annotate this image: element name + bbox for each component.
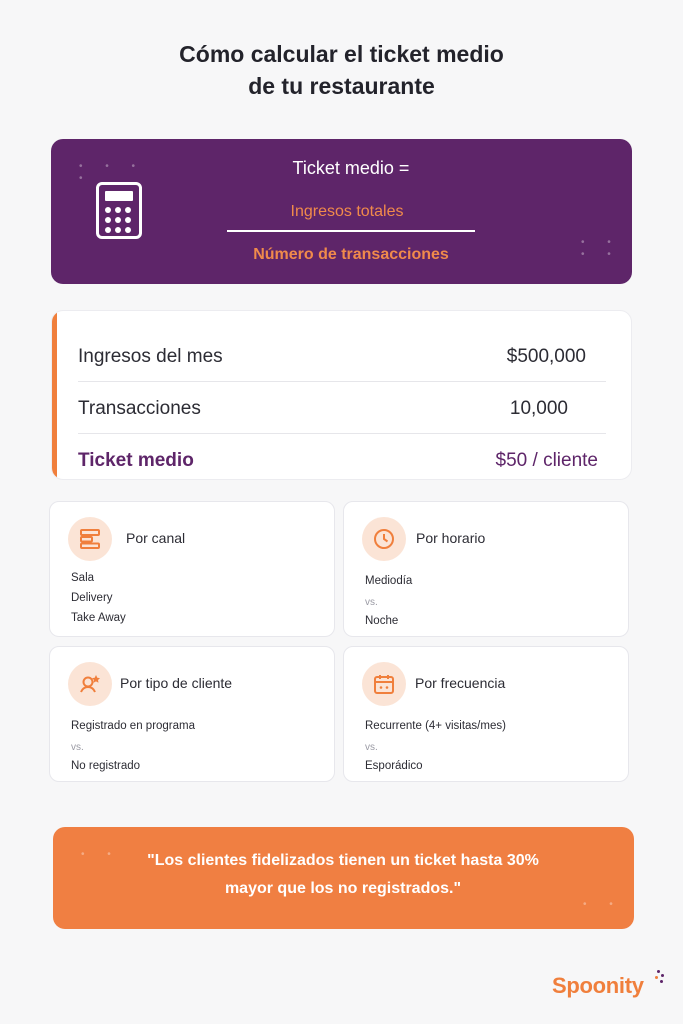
segment-item: Registrado en programa [71, 720, 196, 732]
decorative-dots: • • [81, 849, 121, 860]
segment-card-canal [49, 501, 335, 637]
segment-item: Recurrente (4+ visitas/mes) [365, 720, 506, 732]
fraction-line [227, 230, 475, 232]
example-table [51, 310, 632, 480]
decorative-dots: • • [583, 899, 623, 910]
row-label: Ticket medio [78, 450, 194, 471]
table-row [78, 383, 606, 434]
segment-card-cliente [49, 646, 335, 782]
segment-vs: vs. [365, 742, 378, 753]
row-value: $50 / cliente [495, 450, 598, 471]
formula-numerator: Ingresos totales [290, 203, 404, 220]
user-star-icon [68, 662, 112, 706]
segment-title: Por tipo de cliente [120, 675, 233, 691]
segment-item: Mediodía [365, 575, 413, 587]
decorative-dots: • • • • [581, 237, 621, 260]
calendar-icon [362, 662, 406, 706]
segment-item: Sala [71, 572, 95, 584]
title-line-1: Cómo calcular el ticket medio [179, 41, 504, 67]
table-row-result [78, 435, 606, 480]
segment-item: Take Away [71, 612, 126, 624]
page-title [0, 38, 683, 102]
brand-logo: Spoonity [552, 973, 644, 998]
row-value: 10,000 [509, 398, 568, 419]
segment-title: Por horario [416, 530, 486, 546]
formula-label: Ticket medio = [292, 158, 410, 178]
accent-bar [52, 311, 57, 480]
row-label: Ingresos del mes [78, 346, 223, 367]
row-value: $500,000 [506, 346, 586, 367]
table-row [78, 331, 606, 382]
segment-vs: vs. [365, 597, 378, 608]
logo-dots-icon [651, 970, 665, 986]
segment-card-horario [343, 501, 629, 637]
segment-item: Delivery [71, 592, 113, 604]
segment-item: Esporádico [365, 760, 423, 772]
layers-icon [68, 517, 112, 561]
segment-item: No registrado [71, 760, 141, 772]
row-label: Transacciones [78, 398, 201, 419]
quote-banner [53, 827, 634, 929]
segment-card-frecuencia [343, 646, 629, 782]
segment-vs: vs. [71, 742, 84, 753]
clock-icon [362, 517, 406, 561]
segment-title: Por canal [126, 530, 186, 546]
formula-card [51, 139, 632, 284]
quote-line-2: mayor que los no registrados." [224, 880, 462, 897]
decorative-dots: • • • • [79, 161, 146, 184]
quote-line-1: "Los clientes fidelizados tienen un ticket hasta 30% [147, 852, 539, 869]
title-line-2: de tu restaurante [248, 73, 435, 99]
segment-title: Por frecuencia [415, 675, 506, 691]
segment-item: Noche [365, 615, 399, 627]
calculator-icon [96, 182, 142, 239]
quote-text [93, 847, 593, 903]
formula-denominator: Número de transacciones [253, 246, 449, 263]
